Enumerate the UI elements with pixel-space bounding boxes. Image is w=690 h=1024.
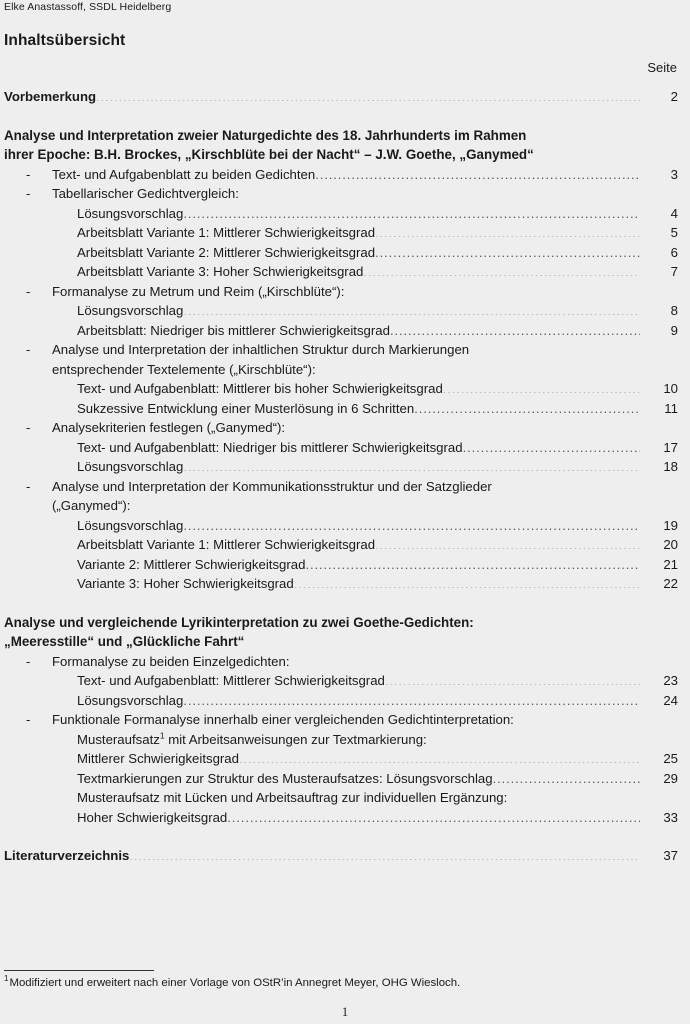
dot-leader (375, 536, 640, 549)
toc-entry-page: 5 (670, 225, 678, 240)
page-footer-number: 1 (341, 1005, 349, 1019)
section-heading-2 (4, 613, 678, 652)
toc-entry-row[interactable] (77, 379, 678, 399)
toc-entry-row[interactable] (77, 262, 678, 282)
toc-entry-page: 11 (664, 400, 678, 416)
toc-entry-label: Mittlerer Schwierigkeitsgrad (77, 751, 239, 766)
toc-entry-label: Arbeitsblatt Variante 2: Mittlerer Schwierigkeitsgrad (77, 244, 376, 260)
toc-entry-page: 33 (663, 809, 678, 825)
dot-leader (305, 555, 640, 568)
toc-entry-label: Vorbemerkung (4, 89, 97, 104)
bullet-dash-icon: - (26, 478, 31, 494)
bullet-dash-icon: - (26, 420, 31, 435)
page-column-header (4, 59, 678, 77)
toc-entry-body (52, 282, 678, 302)
toc-entry-label: Text- und Aufgabenblatt: Mittlerer bis hoher Schwierigkeitsgrad (77, 381, 443, 396)
spacer (4, 594, 678, 613)
toc-entry-body (52, 165, 678, 185)
toc-entry-body (52, 477, 678, 497)
toc-entry-label: Literaturverzeichnis (4, 848, 130, 863)
toc-entry-row[interactable] (77, 574, 678, 594)
section-heading-line: ihrer Epoche: B.H. Brockes, „Kirschblüte bei der Nacht“ – J.W. Goethe, „Ganymed“ (4, 147, 534, 162)
bullet-dash-icon: - (26, 166, 31, 182)
toc-entry-page: 18 (663, 459, 678, 474)
toc-entry-page: 4 (670, 205, 678, 221)
bullet-dash-icon: - (26, 186, 31, 201)
bullet-dash-icon: - (26, 653, 31, 669)
dot-leader (375, 243, 640, 256)
toc-entry-label: Arbeitsblatt: Niedriger bis mittlerer Schwierigkeitsgrad (77, 322, 390, 338)
toc-entry-page: 23 (663, 673, 678, 688)
toc-entry-label: Lösungsvorschlag (77, 459, 184, 474)
toc-entry-page: 22 (663, 576, 678, 591)
toc-entry-row (26, 418, 678, 438)
toc-entry-label: Hoher Schwierigkeitsgrad (77, 809, 228, 825)
toc-entry-page: 6 (670, 244, 678, 260)
spacer (4, 107, 678, 126)
toc-entry-label: Lösungsvorschlag (77, 303, 184, 318)
toc-entry-page: 3 (670, 166, 678, 182)
toc-entry-row (26, 282, 678, 302)
toc-entry-label: Text- und Aufgabenblatt: Niedriger bis mittlerer Schwierigkeitsgrad (77, 439, 463, 455)
toc-entry-row (26, 710, 678, 730)
toc-entry-row[interactable] (77, 457, 678, 477)
bullet-dash-icon: - (26, 342, 31, 357)
toc-entry-label-part: Musteraufsatz (77, 731, 160, 747)
toc-entry-body (52, 652, 678, 672)
toc-entry-label: Variante 3: Hoher Schwierigkeitsgrad (77, 576, 294, 591)
toc-entry-body (52, 340, 678, 360)
dot-leader (315, 165, 640, 178)
toc-entry-label: Formanalyse zu beiden Einzelgedichten: (52, 653, 290, 669)
toc-entry-label: Textmarkierungen zur Struktur des Musteraufsatzes: Lösungsvorschlag (77, 770, 493, 786)
dot-leader (239, 750, 640, 763)
toc-entry-page: 9 (670, 322, 678, 338)
toc-entry-label: Variante 2: Mittlerer Schwierigkeitsgrad (77, 556, 306, 572)
dot-leader (463, 438, 640, 451)
toc-entry-label: Arbeitsblatt Variante 1: Mittlerer Schwierigkeitsgrad (77, 537, 376, 552)
toc-entry-label: Analyse und Interpretation der Kommunikationsstruktur und der Satzglieder (52, 478, 492, 494)
dot-leader (414, 399, 640, 412)
toc-entry-row[interactable] (77, 243, 678, 263)
dot-leader (183, 516, 640, 529)
toc-entry-row[interactable] (77, 223, 678, 243)
toc-entry-literaturverzeichnis[interactable] (4, 846, 678, 866)
toc-entry-body (52, 418, 678, 438)
dot-leader (294, 575, 640, 588)
footnote-marker: 1 (4, 974, 9, 984)
toc-entry-label: Sukzessive Entwicklung einer Musterlösung in 6 Schritten (77, 400, 415, 416)
dot-leader (129, 847, 640, 860)
bullet-dash-icon: - (26, 283, 31, 299)
toc-entry-page: 19 (663, 517, 678, 533)
dot-leader (96, 88, 640, 101)
dot-leader (443, 380, 640, 393)
toc-entry-page: 10 (663, 381, 678, 396)
toc-entry-row[interactable] (77, 438, 678, 458)
dot-leader (375, 224, 640, 237)
dot-leader (493, 769, 640, 782)
toc-entry-row[interactable] (77, 749, 678, 769)
toc-section-2-entries (4, 652, 678, 828)
toc-entry-row (26, 652, 678, 672)
toc-entry-label: Analyse und Interpretation der inhaltlichen Struktur durch Markierungen (52, 342, 470, 357)
toc-entry-page: 29 (663, 770, 678, 786)
toc-entry-row (26, 340, 678, 360)
toc-entry-label: Musteraufsatz mit Lücken und Arbeitsauftrag zur individuellen Ergänzung: (77, 790, 508, 805)
toc-entry-row (26, 477, 678, 497)
toc-entry-label: Analysekriterien festlegen („Ganymed“): (52, 420, 286, 435)
toc-entry-page: 21 (663, 556, 678, 572)
toc-entry-label: („Ganymed“): (52, 498, 131, 513)
toc-entry-label: Arbeitsblatt Variante 1: Mittlerer Schwierigkeitsgrad (77, 225, 376, 240)
toc-entry-row (77, 788, 678, 808)
toc-entry-label (77, 730, 427, 750)
toc-entry-row[interactable] (77, 769, 678, 789)
toc-entry-row (52, 496, 678, 516)
dot-leader (183, 458, 640, 471)
footnote-separator-rule (4, 970, 154, 971)
dot-leader (183, 691, 640, 704)
toc-entry-label: entsprechender Textelemente („Kirschblüte“): (52, 361, 316, 377)
toc-entry-label: Funktionale Formanalyse innerhalb einer vergleichenden Gedichtinterpretation: (52, 712, 514, 727)
toc-entry-label: Arbeitsblatt Variante 3: Hoher Schwierigkeitsgrad (77, 264, 364, 279)
seite-label: Seite (647, 60, 677, 75)
spacer (4, 77, 678, 87)
toc-entry-row (77, 730, 678, 750)
toc-entry-row[interactable] (77, 516, 678, 536)
dot-leader (363, 263, 640, 276)
toc-entry-page: 17 (663, 439, 678, 455)
toc-entry-row[interactable] (77, 301, 678, 321)
dot-leader (227, 808, 640, 821)
toc-entry-page: 24 (663, 692, 678, 708)
toc-entry-page: 25 (663, 751, 678, 766)
section-heading-1 (4, 126, 678, 165)
section-heading-line: Analyse und Interpretation zweier Naturgedichte des 18. Jahrhunderts im Rahmen (4, 127, 527, 143)
toc-entry-row[interactable] (77, 399, 678, 419)
toc-entry-row[interactable] (77, 321, 678, 341)
toc-entry-row (26, 184, 678, 204)
toc-entry-row[interactable] (77, 691, 678, 711)
page-title: Inhaltsübersicht (4, 32, 126, 49)
footnote-text (4, 976, 674, 990)
toc-entry-label: Lösungsvorschlag (77, 692, 184, 708)
toc-entry-label: Lösungsvorschlag (77, 517, 184, 533)
toc-entry-label: Text- und Aufgabenblatt zu beiden Gedichten (52, 166, 316, 182)
toc-entry-page: 2 (670, 89, 678, 104)
toc-entry-label: Formanalyse zu Metrum und Reim („Kirschblüte“): (52, 283, 345, 299)
section-heading-line: „Meeresstille“ und „Glückliche Fahrt“ (4, 634, 245, 649)
footnote-area (4, 970, 674, 990)
toc-entry-label: Lösungsvorschlag (77, 205, 184, 221)
dot-leader (183, 204, 640, 217)
dot-leader (390, 321, 640, 334)
dot-leader (183, 302, 640, 315)
toc-entry-vorbemerkung[interactable] (4, 87, 678, 107)
toc-entry-page: 37 (663, 848, 678, 863)
toc-entry-row[interactable] (77, 671, 678, 691)
toc-entry-page: 8 (670, 303, 678, 318)
toc-section-1-entries (4, 165, 678, 594)
toc-entry-row[interactable] (77, 808, 678, 828)
toc-entry-page: 20 (663, 537, 678, 552)
toc-entry-row[interactable] (77, 204, 678, 224)
toc-entry-row[interactable] (77, 555, 678, 575)
footnote-body: Modifiziert und erweitert nach einer Vorlage von OStR’in Annegret Meyer, OHG Wiesloch. (9, 977, 461, 989)
toc-entry-row (52, 360, 678, 380)
toc-entry-body (52, 710, 678, 730)
toc-entry-label: Text- und Aufgabenblatt: Mittlerer Schwierigkeitsgrad (77, 673, 385, 688)
toc-entry-row[interactable] (26, 165, 678, 185)
section-heading-line: Analyse und vergleichende Lyrikinterpretation zu zwei Goethe-Gedichten: (4, 614, 474, 630)
running-header: Elke Anastassoff, SSDL Heidelberg (4, 1, 172, 13)
toc-entry-body (52, 184, 678, 204)
footnote-reference-marker[interactable]: 1 (159, 730, 165, 741)
toc-entry-label-part: mit Arbeitsanweisungen zur Textmarkierung: (164, 731, 427, 747)
spacer (4, 827, 678, 846)
dot-leader (385, 672, 640, 685)
toc-entry-label: Tabellarischer Gedichtvergleich: (52, 186, 239, 201)
toc-entry-page: 7 (670, 264, 678, 279)
toc-entry-row[interactable] (77, 535, 678, 555)
bullet-dash-icon: - (26, 712, 31, 727)
